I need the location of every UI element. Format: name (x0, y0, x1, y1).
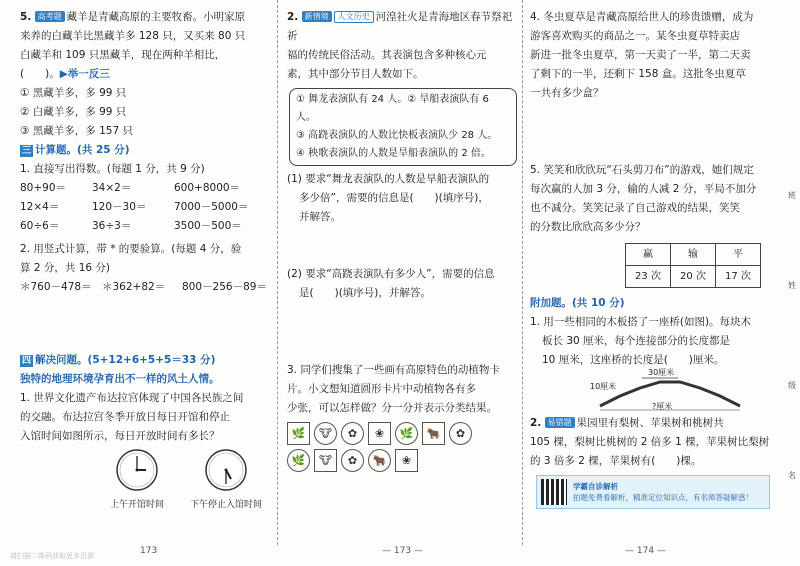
qr-promo-banner[interactable] (536, 475, 770, 509)
q2-sub1-line3: 并解答。 (299, 211, 341, 223)
margin-char: 班 (788, 191, 796, 200)
q2-line2: 福的传统民俗活动。其表演包含多种核心元 (287, 49, 487, 61)
page-number: — 174 — (625, 546, 666, 556)
card-square: 🌿 (287, 422, 310, 445)
card-square: ❀ (395, 449, 418, 472)
margin-char: 名 (788, 471, 796, 480)
q5-line4: 的分数比欣欣高多少分？ (530, 221, 646, 233)
card-round: ✿ (341, 422, 364, 445)
card-round: 🐮 (314, 422, 337, 445)
calc2-line2: 算 2 分，共 16 分) (20, 262, 110, 274)
q4-line1: 4. 冬虫夏草是青藏高原给世人的珍贵馈赠，成为 (530, 11, 754, 23)
theme-heading: 独特的地理环境孕育出不一样的风土人情。 (20, 373, 220, 385)
clock-close (190, 448, 262, 511)
card-round: 🐂 (368, 449, 391, 472)
q2-sub1-line1: (1) 要求“舞龙表演队的人数是旱船表演队的 (287, 173, 490, 185)
q5-line2: 每次赢的人加 3 分，输的人减 2 分，平局不加分 (530, 183, 757, 195)
calc-item: ＊362+82＝ (102, 281, 166, 293)
table-header-cell: 平 (716, 244, 761, 266)
q2-sub2-line1: (2) 要求“高跷表演队有多少人”，需要的信息 (287, 268, 495, 280)
calc2-line1: 2. 用竖式计算，带 * 的要验算。(每题 4 分，验 (20, 243, 242, 255)
card-round: ✿ (341, 449, 364, 472)
table-cell: 17 次 (716, 266, 761, 288)
tag-badge: 新情境 (302, 11, 332, 22)
q5-line2: 来养的白藏羊比黑藏羊多 128 只，又买来 80 只 (20, 30, 246, 42)
calc-item: 36÷3＝ (92, 220, 132, 232)
q4-line5: 一共有多少盒？ (530, 87, 604, 99)
q5-line1: 5. 笑笑和欣欣玩“石头剪刀布”的游戏，她们规定 (530, 164, 754, 176)
card-square: 🐮 (314, 449, 337, 472)
clock-open-label: 上午开馆时间 (110, 500, 165, 510)
q5-line4: ( )。▶举一反三 (20, 68, 110, 80)
calc-item: 7000－5000＝ (174, 201, 249, 213)
bridge-label-q: ?厘米 (652, 402, 673, 411)
section-badge: 四 (22, 356, 32, 366)
table-cell: 23 次 (626, 266, 671, 288)
card-row-1 (287, 422, 517, 445)
calc1-title: 1. 直接写出得数。(每题 1 分，共 9 分) (20, 163, 205, 175)
bridge-label-10: 10厘米 (590, 382, 617, 391)
bridge-icon (590, 370, 750, 414)
section-badge: 三 (22, 146, 32, 156)
clock-icon (115, 448, 159, 492)
margin-char: 姓 (788, 281, 796, 290)
qr-promo-title: 学霸自诊解析 (573, 482, 618, 491)
card-round: ✿ (449, 422, 472, 445)
right-column (530, 8, 780, 509)
table-header-cell: 输 (671, 244, 716, 266)
card-round: 🌿 (287, 449, 310, 472)
bonus-q1-line2: 板长 30 厘米，每个连接部分的长度都是 (542, 335, 731, 347)
calc2-grid (20, 278, 266, 297)
info-1: ① 舞龙表演队有 24 人。② 旱船表演队有 6 人。 (296, 94, 489, 123)
bonus-q1-line1: 1. 用一些相同的木板搭了一座桥(如图)。每块木 (530, 316, 752, 328)
clock-open (110, 448, 164, 511)
q4-line4: 了剩下的一半，还剩下 158 盒。这批冬虫夏草 (530, 68, 746, 80)
page-number: — 173 — (382, 546, 423, 556)
q1-line3: 入馆时间如图所示，每日开放时间有多长？ (20, 430, 220, 442)
table-header-row (626, 244, 761, 266)
clocks (110, 448, 266, 511)
calc-item: 12×4＝ (20, 201, 60, 213)
bridge-label-30: 30厘米 (648, 368, 675, 377)
q5-line1: 5. 高考题 藏羊是青藏高原的主要牧畜。小明家原 (20, 11, 246, 23)
q2-line1: 2. 新情境 人文历史 河湟社火是青海地区春节祭祀祈 (287, 11, 513, 42)
bonus-q1-line3: 10 厘米，这座桥的长度是( )厘米。 (542, 354, 725, 366)
q4-line3: 新进一批冬虫夏草，第一天卖了一半，第二天卖 (530, 49, 751, 61)
qr-code-icon[interactable] (541, 479, 567, 505)
q5-line3: 也不减分。笑笑记录了自己游戏的结果，笑笑 (530, 202, 740, 214)
q1-line1: 1. 世界文化遗产布达拉宫体现了中国各民族之间 (20, 392, 244, 404)
info-3: ④ 秧歌表演队的人数是旱船表演队的 2 倍。 (296, 148, 491, 159)
table-header-cell: 赢 (626, 244, 671, 266)
calc-item: ＊760－478＝ (20, 281, 92, 293)
q5-line3: 白藏羊和 109 只黑藏羊，现在两种羊相比， (20, 49, 226, 61)
table-cell: 20 次 (671, 266, 716, 288)
bonus-q2-line2: 105 棵，梨树比桃树的 2 倍多 1 棵，苹果树比梨树 (530, 436, 770, 448)
q2-sub1-line2: 多少倍”，需要的信息是( )(填序号)， (299, 192, 489, 204)
clock-icon (204, 448, 248, 492)
q5-option-1: ① 黑藏羊多，多 99 只 (20, 87, 127, 99)
card-round: 🌿 (395, 422, 418, 445)
bonus-q2-line3: 的 3 倍多 2 棵，苹果树有( )棵。 (530, 455, 702, 467)
info-box (289, 88, 517, 166)
q2-line3: 素，其中部分节目人数如下。 (287, 68, 424, 80)
extension-link[interactable]: ▶举一反三 (59, 68, 110, 80)
left-column (20, 8, 266, 511)
footer-note: 请扫描二维码获取更多资源 (10, 552, 94, 560)
tag-badge: 人文历史 (334, 11, 374, 23)
margin-char: 级 (788, 381, 796, 390)
section-3-heading: 三 计算题。(共 25 分) (22, 144, 130, 156)
middle-column (287, 8, 517, 472)
info-2: ③ 高跷表演队的人数比快板表演队少 28 人。 (296, 130, 498, 141)
calc1-grid (20, 179, 266, 236)
calc-item: 60÷6＝ (20, 220, 60, 232)
calc-item: 800－256－89＝ (182, 281, 267, 293)
q3-line1: 3. 同学们搜集了一些画有高原特色的动植物卡 (287, 364, 500, 376)
tag-badge: 高考题 (35, 11, 65, 22)
table-row (626, 266, 761, 288)
column-divider (522, 0, 523, 545)
calc-item: 600+8000＝ (174, 182, 241, 194)
calc-item: 120－30＝ (92, 201, 147, 213)
card-square: 🐂 (422, 422, 445, 445)
q5-option-2: ② 白藏羊多，多 99 只 (20, 106, 127, 118)
q3-line2: 片。小文想知道圆形卡片中动植物各有多 (287, 383, 476, 395)
bonus-heading: 附加题。(共 10 分) (530, 297, 625, 309)
column-divider (277, 0, 278, 545)
card-row-2 (287, 449, 517, 472)
page-number: 173 (140, 546, 158, 556)
q3-line3: 少张，可以怎样做？分一分并表示分类结果。 (287, 402, 497, 414)
q1-line2: 的交融。布达拉宫冬季开放日每日开馆和停止 (20, 411, 230, 423)
q5-option-3: ③ 黑藏羊多，多 157 只 (20, 125, 133, 137)
bonus-q2-line1: 2. 易错题 果园里有梨树、苹果树和桃树共 (530, 417, 724, 429)
q2-sub2-line2: 是( )(填序号)，并解答。 (299, 287, 431, 299)
card-square: ❀ (368, 422, 391, 445)
calc-item: 80+90＝ (20, 182, 67, 194)
q4-line2: 游客喜欢购买的商品之一。某冬虫夏草特卖店 (530, 30, 740, 42)
result-table (625, 243, 761, 288)
tag-badge: 易错题 (545, 417, 575, 428)
section-4-heading: 四 解决问题。(5+12+6+5+5＝33 分) (22, 354, 216, 366)
calc-item: 34×2＝ (92, 182, 132, 194)
clock-close-label: 下午停止入馆时间 (190, 500, 263, 510)
calc-item: 3500－500＝ (174, 220, 242, 232)
bridge-diagram (590, 370, 780, 414)
qr-promo-body: 拍题免费看解析，精准定位知识点，有名师答疑解惑！ (573, 493, 753, 502)
